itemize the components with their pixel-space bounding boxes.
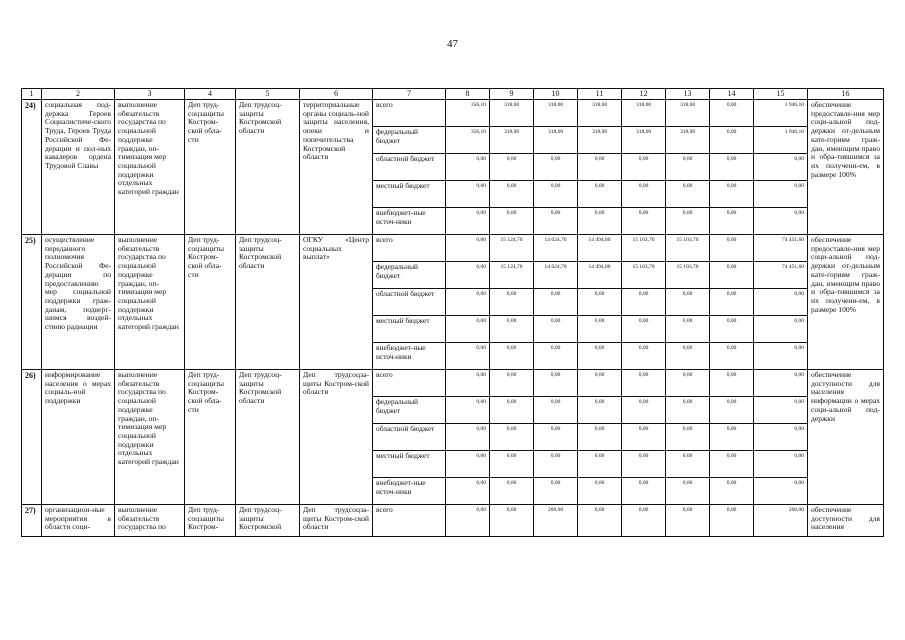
funding-source-label: всего bbox=[373, 235, 446, 262]
funding-value: 0,00 bbox=[578, 451, 622, 478]
table-row bbox=[22, 505, 884, 537]
funding-source-label: всего bbox=[373, 100, 446, 127]
funding-value: 0,00 bbox=[446, 208, 490, 235]
funding-source-label: местный бюджет bbox=[373, 316, 446, 343]
funding-value: 15 103,70 bbox=[622, 235, 666, 262]
funding-value: 200,00 bbox=[534, 505, 578, 537]
header-row bbox=[22, 89, 884, 100]
funding-value: 0,00 bbox=[578, 424, 622, 451]
funding-value: 0,00 bbox=[534, 397, 578, 424]
funding-value: 318,00 bbox=[490, 127, 534, 154]
funding-value: 0,00 bbox=[578, 397, 622, 424]
header-cell: 7 bbox=[373, 89, 446, 100]
funding-value: 0,00 bbox=[666, 154, 710, 181]
expected-result: обеспечение доступности для населения bbox=[808, 505, 884, 537]
funding-value: 0,00 bbox=[534, 289, 578, 316]
expected-result: обеспечение предоставле-ния мер соци-альной под-держки от-дельным кате-гориям граж-дан, имеющим право и обра-тившимся за их получени-ем, в размере 100% bbox=[808, 100, 884, 235]
funding-value: 0,00 bbox=[446, 316, 490, 343]
funding-value: 0,00 bbox=[666, 181, 710, 208]
coordinator-cell: Деп труд-соцзащиты Костром-ской обла-сти bbox=[185, 235, 236, 370]
funding-value: 0,00 bbox=[622, 478, 666, 505]
funding-value: 0,00 bbox=[754, 478, 808, 505]
funding-value: 0,00 bbox=[622, 208, 666, 235]
program-table bbox=[21, 88, 884, 537]
activity-goal: выполнение обязательств государства по bbox=[115, 505, 185, 537]
funding-value: 0,00 bbox=[666, 397, 710, 424]
header-cell: 11 bbox=[578, 89, 622, 100]
funding-value: 0,00 bbox=[578, 478, 622, 505]
funding-value: 0,00 bbox=[754, 370, 808, 397]
funding-value: 0,00 bbox=[446, 343, 490, 370]
funding-value: 0,00 bbox=[446, 505, 490, 537]
funding-value: 0,00 bbox=[754, 397, 808, 424]
funding-value: 0,00 bbox=[754, 208, 808, 235]
funding-value: 0,00 bbox=[710, 451, 754, 478]
funding-value: 0,00 bbox=[446, 289, 490, 316]
funding-value: 0,00 bbox=[666, 478, 710, 505]
funding-value: 14 624,70 bbox=[534, 235, 578, 262]
funding-value: 1 946,10 bbox=[754, 100, 808, 127]
funding-value: 0,00 bbox=[710, 154, 754, 181]
funding-source-label: внебюджет-ные источ-ники bbox=[373, 343, 446, 370]
funding-value: 0,00 bbox=[710, 424, 754, 451]
funding-source-label: федеральный бюджет bbox=[373, 127, 446, 154]
funding-value: 0,00 bbox=[534, 316, 578, 343]
funding-value: 0,00 bbox=[710, 370, 754, 397]
funding-value: 0,00 bbox=[446, 424, 490, 451]
funding-value: 318,00 bbox=[490, 100, 534, 127]
funding-value: 0,00 bbox=[446, 181, 490, 208]
funding-value: 74 451,60 bbox=[754, 235, 808, 262]
funding-value: 318,00 bbox=[666, 100, 710, 127]
funding-value: 15 124,70 bbox=[490, 262, 534, 289]
funding-value: 0,00 bbox=[622, 154, 666, 181]
funding-value: 0,00 bbox=[710, 208, 754, 235]
funding-value: 0,00 bbox=[534, 370, 578, 397]
table-row bbox=[22, 370, 884, 397]
row-index: 25) bbox=[22, 235, 42, 370]
funding-value: 0,00 bbox=[710, 289, 754, 316]
funding-value: 0,00 bbox=[578, 208, 622, 235]
responsible-cell: Деп трудсоц-защиты Костромской области bbox=[236, 100, 300, 235]
funding-value: 0,00 bbox=[490, 343, 534, 370]
funding-value: 0,00 bbox=[490, 181, 534, 208]
funding-value: 318,00 bbox=[578, 127, 622, 154]
funding-value: 0,00 bbox=[578, 154, 622, 181]
funding-source-label: федеральный бюджет bbox=[373, 397, 446, 424]
header-cell: 4 bbox=[185, 89, 236, 100]
responsible-cell: Деп трудсоц-защиты Костромской области bbox=[236, 235, 300, 370]
header-cell: 9 bbox=[490, 89, 534, 100]
funding-value: 0,00 bbox=[754, 289, 808, 316]
funding-value: 15 124,70 bbox=[490, 235, 534, 262]
funding-source-label: федеральный бюджет bbox=[373, 262, 446, 289]
funding-value: 14 494,80 bbox=[578, 235, 622, 262]
funding-value: 0,00 bbox=[622, 289, 666, 316]
funding-value: 0,00 bbox=[666, 289, 710, 316]
funding-value: 0,00 bbox=[710, 478, 754, 505]
expected-result: обеспечение доступности для населения информации о мерах соци-альной под-держки bbox=[808, 370, 884, 505]
funding-source-label: местный бюджет bbox=[373, 451, 446, 478]
funding-value: 0,00 bbox=[490, 478, 534, 505]
funding-value: 0,00 bbox=[446, 451, 490, 478]
funding-value: 0,00 bbox=[446, 478, 490, 505]
funding-value: 0,00 bbox=[490, 505, 534, 537]
funding-value: 318,00 bbox=[622, 100, 666, 127]
funding-value: 200,00 bbox=[754, 505, 808, 537]
funding-value: 0,00 bbox=[622, 316, 666, 343]
funding-source-label: всего bbox=[373, 505, 446, 537]
funding-value: 0,00 bbox=[666, 451, 710, 478]
funding-value: 0,00 bbox=[534, 181, 578, 208]
funding-value: 0,00 bbox=[490, 451, 534, 478]
funding-value: 0,00 bbox=[534, 208, 578, 235]
funding-value: 0,00 bbox=[446, 397, 490, 424]
funding-source-label: областной бюджет bbox=[373, 154, 446, 181]
funding-value: 0,00 bbox=[490, 316, 534, 343]
funding-source-label: всего bbox=[373, 370, 446, 397]
funding-value: 0,00 bbox=[710, 397, 754, 424]
responsible-cell: Деп трудсоц-защиты Костромской bbox=[236, 505, 300, 537]
header-cell: 16 bbox=[808, 89, 884, 100]
funding-value: 0,00 bbox=[446, 235, 490, 262]
header-cell: 5 bbox=[236, 89, 300, 100]
funding-value: 0,00 bbox=[446, 154, 490, 181]
executors-cell: территориальные органы социаль-ной защиты населения, опеки и попечительства Костромской области bbox=[300, 100, 373, 235]
funding-value: 0,00 bbox=[578, 370, 622, 397]
table-row bbox=[22, 100, 884, 127]
row-index: 24) bbox=[22, 100, 42, 235]
funding-value: 0,00 bbox=[490, 397, 534, 424]
coordinator-cell: Деп труд-соцзащиты Костром-ской обла-сти bbox=[185, 100, 236, 235]
funding-value: 1 946,10 bbox=[754, 127, 808, 154]
funding-value: 0,00 bbox=[490, 154, 534, 181]
funding-value: 0,00 bbox=[622, 343, 666, 370]
funding-value: 0,00 bbox=[754, 316, 808, 343]
activity-name: осуществление переданного полномочия Российской Фе-дерации по предоставлению мер социальной поддержки граж-данам, подверг-шимся воздей-ствию радиации bbox=[42, 235, 115, 370]
funding-value: 0,00 bbox=[578, 181, 622, 208]
funding-value: 0,00 bbox=[578, 316, 622, 343]
funding-value: 15 103,70 bbox=[666, 262, 710, 289]
funding-value: 356,10 bbox=[446, 127, 490, 154]
funding-value: 0,00 bbox=[710, 316, 754, 343]
funding-value: 15 103,70 bbox=[622, 262, 666, 289]
funding-value: 0,00 bbox=[622, 424, 666, 451]
funding-value: 0,00 bbox=[754, 343, 808, 370]
activity-goal: выполнение обязательств государства по социальной поддержке граждан, оп-тимизация мер социальной поддержки отдельных категорий граждан bbox=[115, 100, 185, 235]
funding-value: 0,00 bbox=[534, 154, 578, 181]
funding-value: 0,00 bbox=[534, 451, 578, 478]
funding-source-label: областной бюджет bbox=[373, 424, 446, 451]
funding-value: 15 103,70 bbox=[666, 235, 710, 262]
funding-value: 0,00 bbox=[710, 262, 754, 289]
header-cell: 3 bbox=[115, 89, 185, 100]
funding-source-label: местный бюджет bbox=[373, 181, 446, 208]
funding-source-label: внебюджет-ные источ-ники bbox=[373, 208, 446, 235]
header-cell: 15 bbox=[754, 89, 808, 100]
header-cell: 14 bbox=[710, 89, 754, 100]
funding-value: 0,00 bbox=[534, 343, 578, 370]
page-number: 47 bbox=[447, 38, 458, 50]
funding-value: 318,00 bbox=[666, 127, 710, 154]
funding-value: 0,00 bbox=[710, 100, 754, 127]
executors-cell: Деп трудсоцза-щиты Костром-ской области bbox=[300, 370, 373, 505]
header-cell: 12 bbox=[622, 89, 666, 100]
funding-value: 0,00 bbox=[446, 262, 490, 289]
funding-value: 0,00 bbox=[578, 505, 622, 537]
funding-value: 14 494,80 bbox=[578, 262, 622, 289]
funding-value: 0,00 bbox=[446, 370, 490, 397]
funding-value: 0,00 bbox=[490, 424, 534, 451]
executors-cell: Деп трудсоцза-щиты Костром-ской области bbox=[300, 505, 373, 537]
funding-value: 0,00 bbox=[666, 424, 710, 451]
funding-value: 0,00 bbox=[578, 289, 622, 316]
funding-source-label: внебюджет-ные источ-ники bbox=[373, 478, 446, 505]
activity-name: социальная под-держка Героев Социалистиче-ского Труда, Героев Труда Российской Фе-дерации и пол-ных кавалеров ордена Трудовой Славы bbox=[42, 100, 115, 235]
funding-value: 0,00 bbox=[754, 181, 808, 208]
activity-goal: выполнение обязательств государства по социальной поддержке граждан, оп-тимизация мер социальной поддержки отдельных категорий граждан bbox=[115, 235, 185, 370]
funding-value: 0,00 bbox=[710, 181, 754, 208]
funding-value: 0,00 bbox=[578, 343, 622, 370]
header-cell: 6 bbox=[300, 89, 373, 100]
table-row bbox=[22, 235, 884, 262]
funding-value: 0,00 bbox=[754, 154, 808, 181]
activity-goal: выполнение обязательств государства по социальной поддержке граждан, оп-тимизация мер социальной поддержки отдельных категорий граждан bbox=[115, 370, 185, 505]
funding-value: 0,00 bbox=[534, 478, 578, 505]
activity-name: организацион-ные мероприятия в области соци- bbox=[42, 505, 115, 537]
executors-cell: ОГКУ «Центр социальных выплат» bbox=[300, 235, 373, 370]
header-cell: 1 bbox=[22, 89, 42, 100]
funding-value: 0,00 bbox=[622, 181, 666, 208]
funding-value: 0,00 bbox=[490, 289, 534, 316]
coordinator-cell: Деп труд-соцзащиты Костром- bbox=[185, 505, 236, 537]
funding-value: 0,00 bbox=[622, 397, 666, 424]
funding-value: 0,00 bbox=[666, 343, 710, 370]
funding-value: 0,00 bbox=[534, 424, 578, 451]
activity-name: информирование населения о мерах социаль-ной поддержки bbox=[42, 370, 115, 505]
header-cell: 10 bbox=[534, 89, 578, 100]
funding-value: 0,00 bbox=[710, 343, 754, 370]
funding-value: 74 451,60 bbox=[754, 262, 808, 289]
funding-value: 0,00 bbox=[622, 451, 666, 478]
coordinator-cell: Деп труд-соцзащиты Костром-ской обла-сти bbox=[185, 370, 236, 505]
header-cell: 2 bbox=[42, 89, 115, 100]
funding-value: 0,00 bbox=[710, 127, 754, 154]
header-cell: 8 bbox=[446, 89, 490, 100]
funding-value: 0,00 bbox=[622, 370, 666, 397]
header-cell: 13 bbox=[666, 89, 710, 100]
funding-value: 0,00 bbox=[666, 505, 710, 537]
funding-value: 0,00 bbox=[710, 505, 754, 537]
funding-value: 0,00 bbox=[666, 208, 710, 235]
responsible-cell: Деп трудсоц-защиты Костромской области bbox=[236, 370, 300, 505]
funding-value: 318,00 bbox=[578, 100, 622, 127]
funding-value: 14 624,70 bbox=[534, 262, 578, 289]
row-index: 26) bbox=[22, 370, 42, 505]
funding-value: 0,00 bbox=[490, 370, 534, 397]
funding-value: 0,00 bbox=[490, 208, 534, 235]
funding-value: 0,00 bbox=[666, 316, 710, 343]
funding-value: 356,10 bbox=[446, 100, 490, 127]
expected-result: обеспечение предоставле-ния мер соци-альной под-держки от-дельным кате-гориям граж-дан, имеющим право и обра-тившимся за их получени-ем, в размере 100% bbox=[808, 235, 884, 370]
funding-value: 318,00 bbox=[534, 127, 578, 154]
row-index: 27) bbox=[22, 505, 42, 537]
funding-value: 318,00 bbox=[622, 127, 666, 154]
table-body bbox=[22, 89, 884, 537]
funding-value: 0,00 bbox=[754, 424, 808, 451]
funding-source-label: областной бюджет bbox=[373, 289, 446, 316]
funding-value: 0,00 bbox=[754, 451, 808, 478]
funding-value: 0,00 bbox=[710, 235, 754, 262]
funding-value: 318,00 bbox=[534, 100, 578, 127]
funding-value: 0,00 bbox=[666, 370, 710, 397]
funding-value: 0,00 bbox=[622, 505, 666, 537]
